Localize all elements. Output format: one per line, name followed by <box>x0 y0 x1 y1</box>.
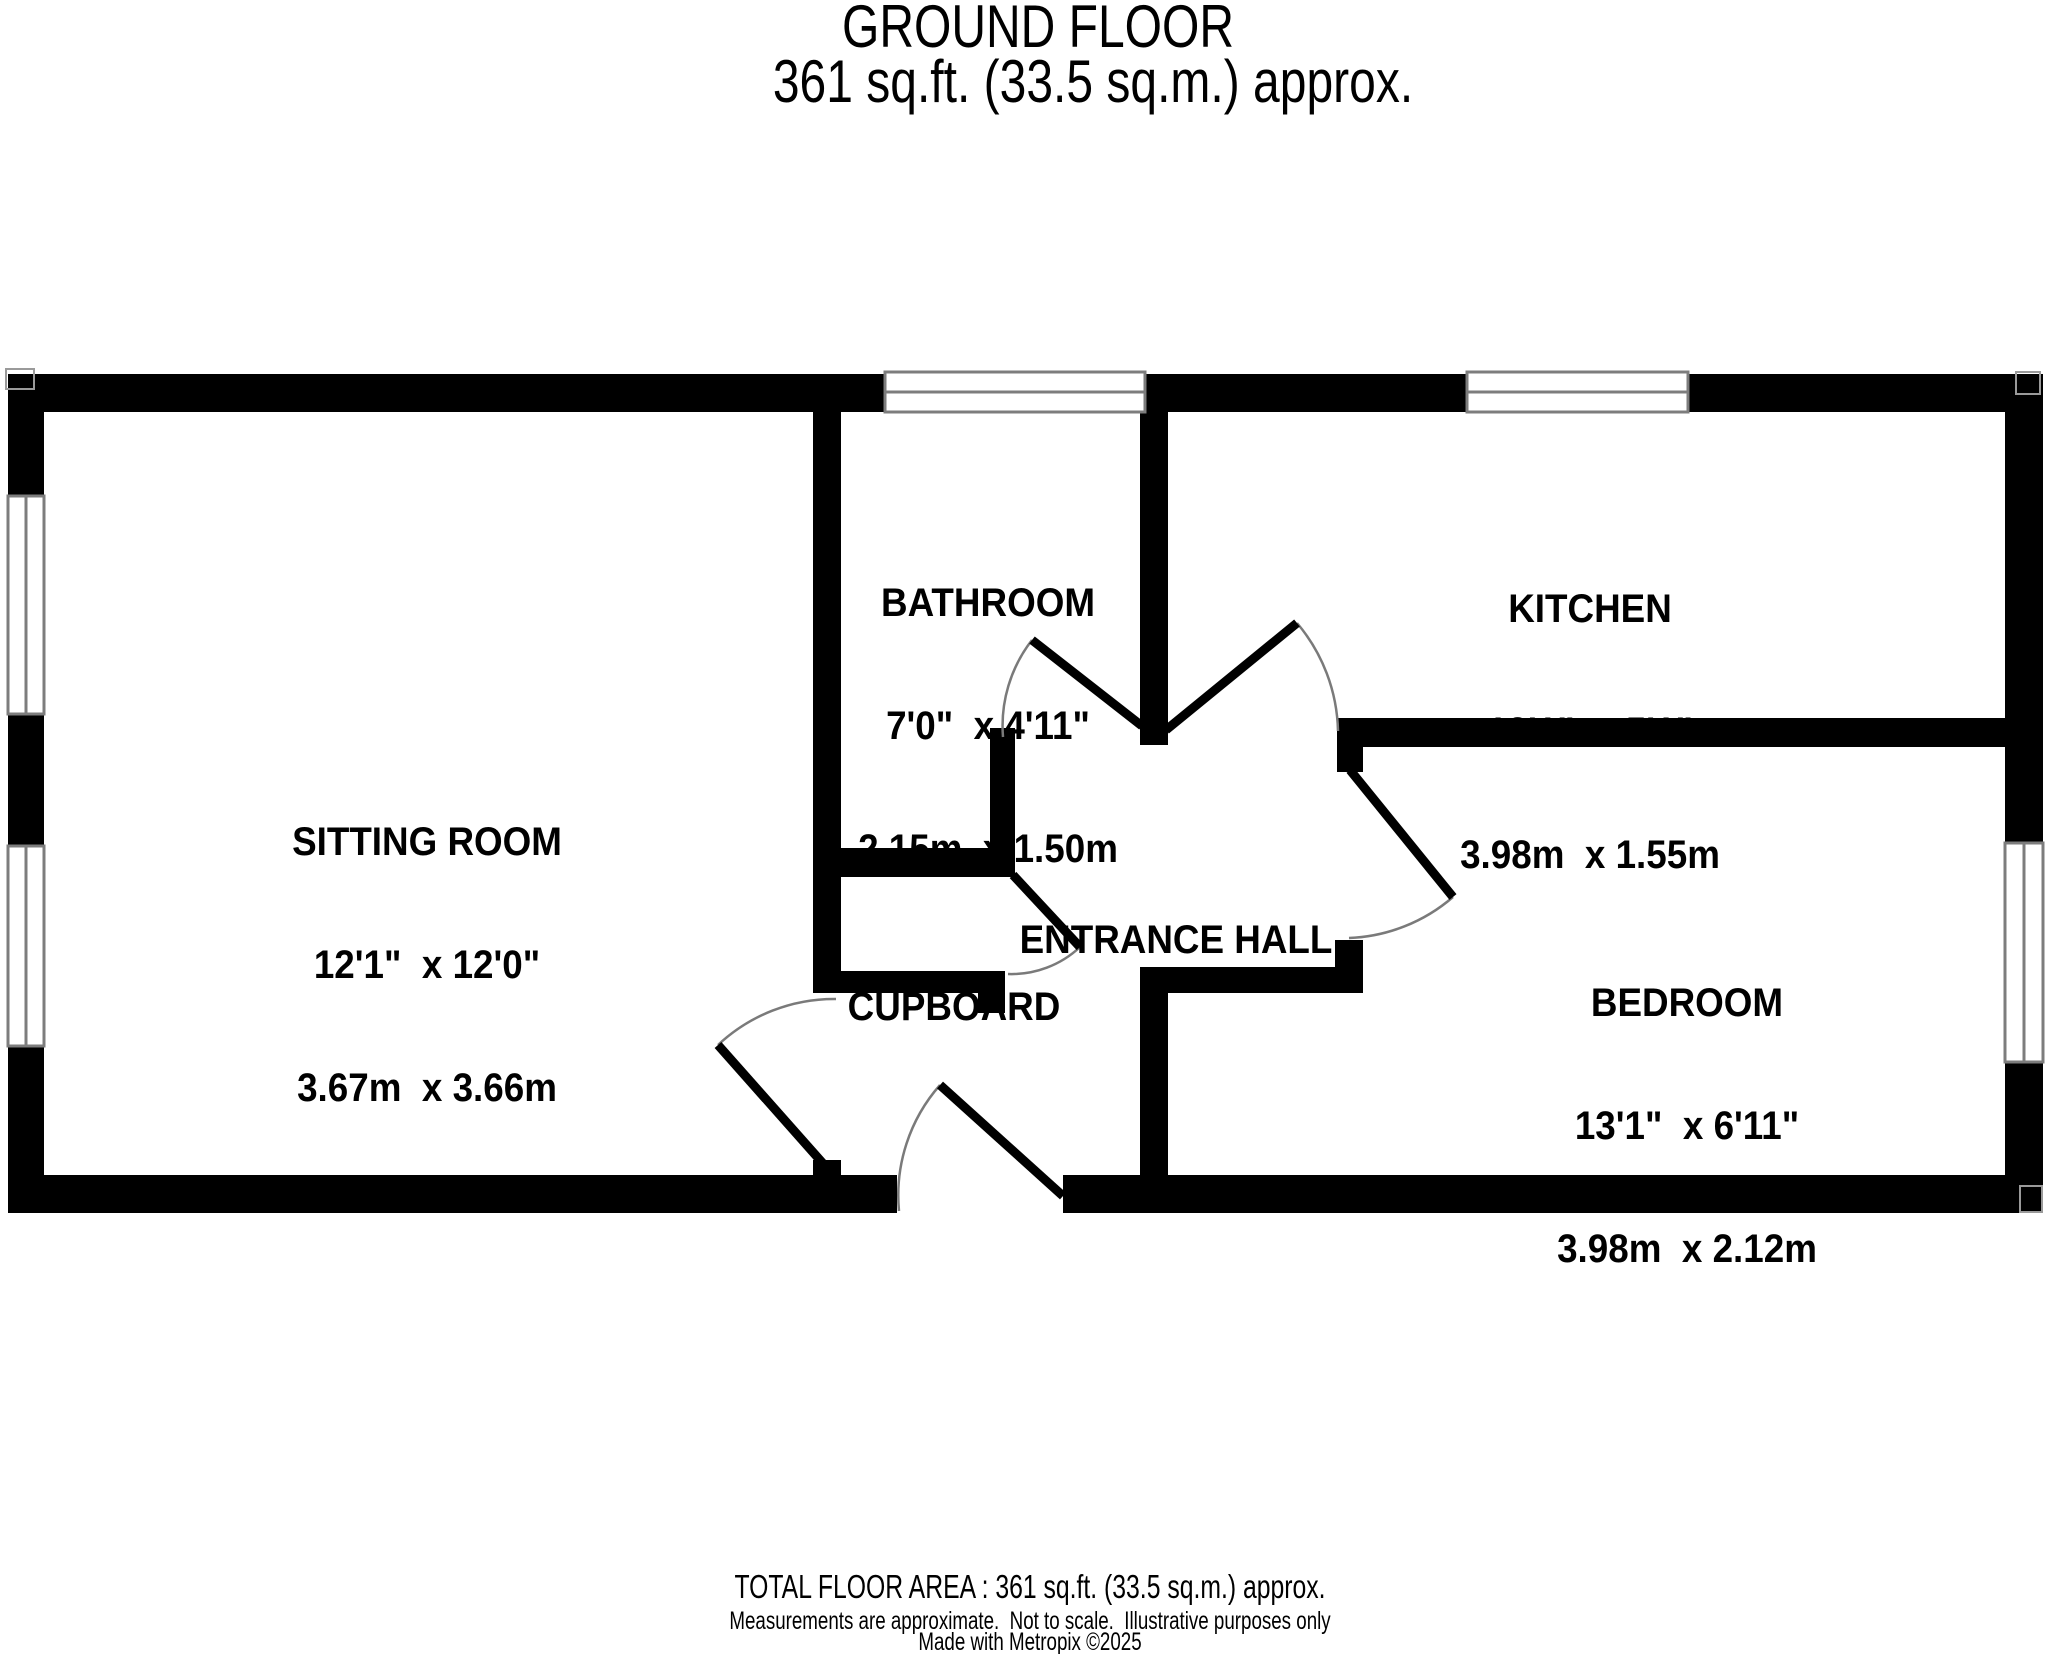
room-name: ENTRANCE HALL <box>1019 918 1333 962</box>
door-bedroom <box>1349 770 1453 938</box>
room-dims-imperial: 13'1" x 6'11" <box>1574 1104 1800 1148</box>
room-name: KITCHEN <box>1508 587 1672 631</box>
room-dims-imperial: 12'1" x 12'0" <box>313 943 541 987</box>
window-kitchen <box>1467 372 1688 412</box>
wall-sittingroom-divider <box>813 412 841 993</box>
wall-bathroom-kitchen-divider <box>1140 412 1168 745</box>
wall-bedroom-door-jamb <box>1335 940 1363 967</box>
wall-right-upper <box>2005 374 2043 843</box>
room-dims-metric: 2.15m x 1.50m <box>858 827 1118 871</box>
window-bathroom <box>885 372 1145 412</box>
room-dims-imperial: 13'1" x 5'1" <box>1487 710 1693 754</box>
room-dims-metric: 3.98m x 2.12m <box>1557 1227 1817 1271</box>
page-title: GROUND FLOOR <box>841 0 1235 60</box>
page-subtitle-area: 361 sq.ft. (33.5 sq.m.) approx. <box>772 48 1414 115</box>
room-name: BEDROOM <box>1590 981 1784 1025</box>
room-label-sitting-room <box>292 740 562 1191</box>
room-label-entrance-hall <box>1020 838 1333 1043</box>
room-label-bedroom <box>1557 901 1817 1352</box>
room-dims-metric: 3.67m x 3.66m <box>297 1066 557 1110</box>
window-sitting-room-upper <box>8 496 44 714</box>
wall-kitchen-bottom-stub <box>1337 747 1363 772</box>
wall-top-right-segment <box>1688 374 2043 412</box>
footer-disclaimer: Measurements are approximate. Not to scale. Illustrative purposes only <box>729 1607 1331 1635</box>
room-label-cupboard <box>848 905 1061 1110</box>
room-name: CUPBOARD <box>847 985 1061 1029</box>
room-label-kitchen <box>1460 507 1720 958</box>
wall-top-mid-segment <box>1145 374 1467 412</box>
wall-left-upper <box>8 374 44 496</box>
room-name: BATHROOM <box>881 581 1095 625</box>
room-dims-imperial: 7'0" x 4'11" <box>886 704 1090 748</box>
footer-total-area: TOTAL FLOOR AREA : 361 sq.ft. (33.5 sq.m.) approx. <box>734 1568 1326 1605</box>
footer-credit: Made with Metropix ©2025 <box>918 1628 1142 1654</box>
door-kitchen <box>1166 623 1338 731</box>
wall-left-middle <box>8 714 44 846</box>
room-dims-metric: 3.98m x 1.55m <box>1460 833 1720 877</box>
window-sitting-room-lower <box>8 846 44 1046</box>
wall-top-left-segment <box>8 374 885 412</box>
window-bedroom <box>2005 843 2043 1062</box>
wall-bottom-right-segment <box>1063 1175 2043 1213</box>
door-sitting-room <box>718 999 836 1168</box>
room-name: SITTING ROOM <box>292 820 562 864</box>
